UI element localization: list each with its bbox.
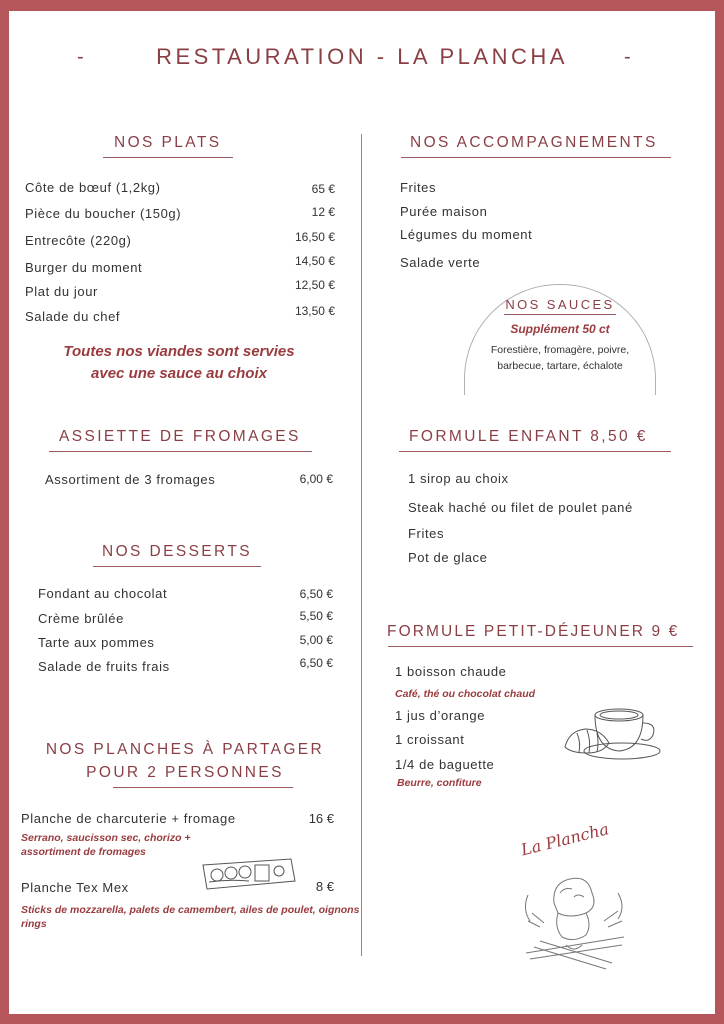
rule-planches [113, 787, 293, 788]
plat-name: Entrecôte (220g) [25, 233, 132, 248]
rule-desserts [93, 566, 261, 567]
petit-dejeuner-detail: Beurre, confiture [397, 777, 482, 789]
rule-plats [103, 157, 233, 158]
rule-petit-dejeuner [388, 646, 693, 647]
fromage-item-price: 6,00 € [299, 472, 333, 486]
accompagnement-item: Salade verte [400, 255, 481, 270]
plat-name: Burger du moment [25, 260, 143, 275]
section-title-sauces: NOS SAUCES [505, 297, 615, 312]
section-title-plats: NOS PLATS [114, 134, 222, 151]
menu-page [9, 11, 715, 1014]
petit-dejeuner-item: 1 croissant [395, 732, 465, 747]
page-title [9, 44, 715, 74]
planche-name: Planche de charcuterie + fromage [21, 811, 236, 826]
dessert-name: Crème brûlée [38, 611, 124, 626]
plat-name: Pièce du boucher (150g) [25, 206, 182, 221]
section-title-fromages: ASSIETTE DE FROMAGES [59, 428, 301, 445]
title-dash-right: - [624, 46, 631, 68]
plat-price: 12,50 € [294, 278, 335, 292]
rule-enfant [399, 451, 671, 452]
enfant-item: Pot de glace [408, 550, 488, 565]
enfant-item: Frites [408, 526, 445, 541]
accompagnement-item: Purée maison [400, 204, 488, 219]
planche-price: 16 € [308, 811, 334, 826]
section-title-petit-dejeuner: FORMULE PETIT-DÉJEUNER 9 € [387, 623, 680, 640]
section-title-desserts: NOS DESSERTS [102, 543, 252, 560]
rule-sauces [504, 314, 616, 315]
section-title-planches-line1: NOS PLANCHES À PARTAGER [45, 741, 325, 758]
chef-logo-icon [514, 863, 634, 973]
petit-dejeuner-item: 1/4 de baguette [395, 757, 495, 772]
sauces-list-line1: Forestière, fromagère, poivre, [490, 344, 630, 356]
dessert-price: 6,50 € [299, 587, 333, 601]
fromage-item-name: Assortiment de 3 fromages [45, 472, 216, 487]
dessert-price: 5,00 € [299, 633, 333, 647]
title-text: RESTAURATION - LA PLANCHA [156, 44, 568, 69]
accompagnement-item: Légumes du moment [400, 227, 533, 242]
dessert-name: Salade de fruits frais [38, 659, 170, 674]
logo-text: La Plancha [519, 819, 611, 860]
dessert-name: Fondant au chocolat [38, 586, 168, 601]
plat-price: 13,50 € [294, 304, 335, 318]
dessert-price: 6,50 € [299, 656, 333, 670]
sauces-list-line2: barbecue, tartare, échalote [497, 360, 623, 372]
planche-detail: Serrano, saucisson sec, chorizo + assortiment de fromages [21, 832, 191, 858]
plat-price: 16,50 € [294, 230, 335, 244]
enfant-item: Steak haché ou filet de poulet pané [408, 500, 633, 515]
plat-name: Côte de bœuf (1,2kg) [25, 180, 161, 195]
plat-name: Plat du jour [25, 284, 98, 299]
rule-fromages [49, 451, 312, 452]
title-dash-left: - [77, 46, 84, 68]
viandes-note [29, 341, 329, 385]
planche-detail: Sticks de mozzarella, palets de camembert, ailes de poulet, oignons rings [21, 904, 360, 930]
rule-accompagnements [401, 157, 671, 158]
petit-dejeuner-item: 1 jus d’orange [395, 708, 486, 723]
sauces-supplement: Supplément 50 ct [510, 322, 610, 336]
viandes-note-line1: Toutes nos viandes sont servies [63, 343, 295, 360]
enfant-item: 1 sirop au choix [408, 471, 509, 486]
planche-price: 8 € [315, 879, 334, 894]
section-title-planches-line2: POUR 2 PERSONNES [86, 764, 284, 781]
plat-price: 14,50 € [294, 254, 335, 268]
petit-dejeuner-detail: Café, thé ou chocolat chaud [395, 688, 536, 700]
plat-name: Salade du chef [25, 309, 121, 324]
plat-price: 65 € [311, 182, 335, 196]
section-title-enfant: FORMULE ENFANT 8,50 € [409, 428, 648, 445]
planche-name: Planche Tex Mex [21, 880, 129, 895]
plat-price: 12 € [311, 205, 335, 219]
accompagnement-item: Frites [400, 180, 437, 195]
viandes-note-line2: avec une sauce au choix [91, 365, 267, 382]
dessert-price: 5,50 € [299, 609, 333, 623]
petit-dejeuner-item: 1 boisson chaude [395, 664, 507, 679]
coffee-croissant-icon [557, 699, 667, 763]
dessert-name: Tarte aux pommes [38, 635, 155, 650]
section-title-accompagnements: NOS ACCOMPAGNEMENTS [410, 134, 658, 151]
column-divider [361, 134, 362, 956]
